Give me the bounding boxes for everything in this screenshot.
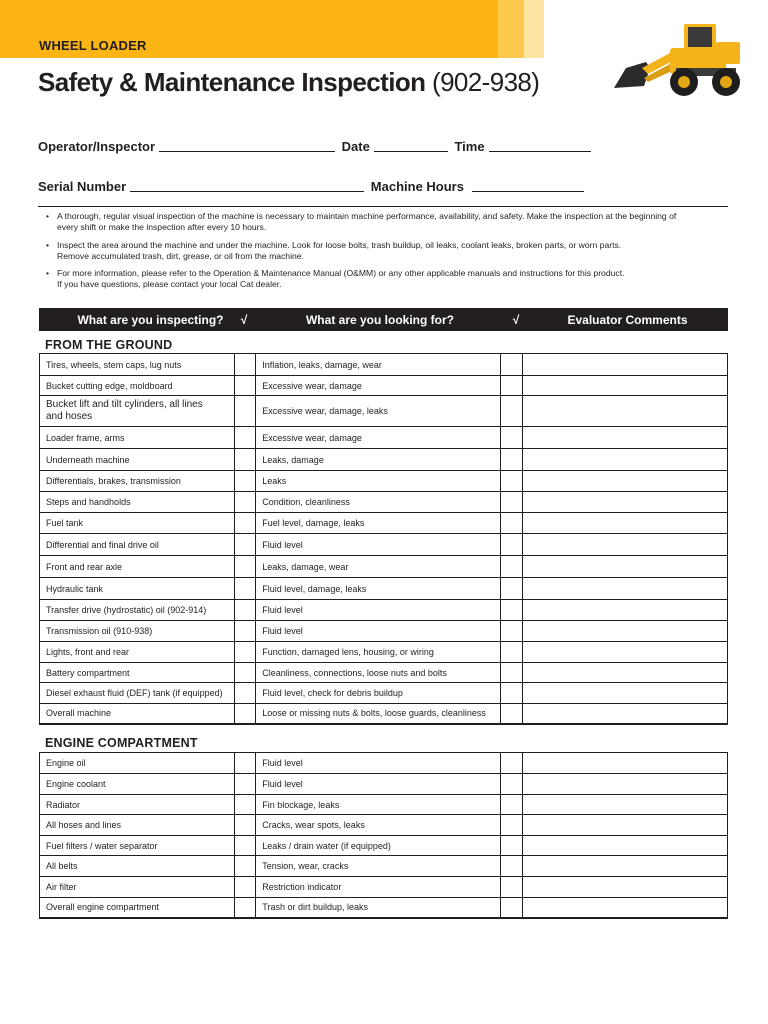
table-row [40, 621, 728, 642]
date-field[interactable] [374, 140, 448, 152]
checkbox-ok[interactable] [501, 354, 523, 376]
comment-field[interactable] [523, 877, 728, 898]
serial-number-field[interactable] [130, 180, 364, 192]
model-range: (902-938) [432, 67, 540, 97]
comment-field[interactable] [523, 704, 728, 724]
table-row [40, 795, 728, 815]
header-comments: Evaluator Comments [567, 313, 688, 327]
checkbox-inspected[interactable] [234, 354, 256, 376]
look-for-text: Excessive wear, damage [256, 427, 501, 449]
inspection-item: Battery compartment [40, 663, 235, 683]
comment-field[interactable] [523, 449, 728, 471]
table-row [40, 898, 728, 918]
inspection-item: Fuel tank [40, 513, 235, 534]
look-for-text: Fin blockage, leaks [256, 795, 501, 815]
look-for-text: Leaks, damage, wear [256, 556, 501, 578]
instruction-notes [44, 211, 724, 297]
checkbox-inspected[interactable] [234, 396, 256, 427]
inspection-item: Lights, front and rear [40, 642, 235, 663]
date-label: Date [341, 139, 370, 154]
table-row [40, 449, 728, 471]
look-for-text: Fluid level [256, 621, 501, 642]
checkbox-inspected[interactable] [234, 774, 256, 795]
operator-label: Operator/Inspector [38, 139, 156, 154]
look-for-text: Inflation, leaks, damage, wear [256, 354, 501, 376]
comment-field[interactable] [523, 856, 728, 877]
checkbox-inspected[interactable] [234, 704, 256, 724]
wheel-loader-image [612, 18, 744, 102]
checkbox-ok[interactable] [501, 492, 523, 513]
checkbox-ok[interactable] [501, 449, 523, 471]
inspection-item: Hydraulic tank [40, 578, 235, 600]
ground-inspection-table [39, 353, 728, 725]
look-for-text: Function, damaged lens, housing, or wiring [256, 642, 501, 663]
inspection-item: Overall machine [40, 704, 235, 724]
checkbox-inspected[interactable] [234, 753, 256, 774]
inspection-item: Transmission oil (910-938) [40, 621, 235, 642]
checkbox-inspected[interactable] [234, 642, 256, 663]
table-row [40, 642, 728, 663]
checkbox-ok[interactable] [501, 427, 523, 449]
checkbox-inspected[interactable] [234, 621, 256, 642]
checkbox-inspected[interactable] [234, 663, 256, 683]
document-category: WHEEL LOADER [39, 38, 147, 53]
inspection-item: Fuel filters / water separator [40, 836, 235, 856]
checkbox-ok[interactable] [501, 600, 523, 621]
note-line: For more information, please refer to the Operation & Maintenance Manual (O&MM) or any other applicable manuals and instructions for this product. [57, 268, 625, 279]
inspection-item: Air filter [40, 877, 235, 898]
comment-field[interactable] [523, 534, 728, 556]
checkbox-ok[interactable] [501, 396, 523, 427]
inspection-item: Engine oil [40, 753, 235, 774]
look-for-text: Restriction indicator [256, 877, 501, 898]
table-row [40, 376, 728, 396]
look-for-text: Excessive wear, damage [256, 376, 501, 396]
comment-field[interactable] [523, 683, 728, 704]
checkbox-inspected[interactable] [234, 877, 256, 898]
comment-field[interactable] [523, 815, 728, 836]
look-for-text: Leaks / drain water (if equipped) [256, 836, 501, 856]
comment-field[interactable] [523, 427, 728, 449]
header-band-stripe-light [524, 0, 544, 58]
look-for-text: Fluid level [256, 534, 501, 556]
bullet-marker: • [46, 239, 50, 250]
table-row [40, 600, 728, 621]
comment-field[interactable] [523, 492, 728, 513]
checkbox-inspected[interactable] [234, 513, 256, 534]
header-band-stripe [498, 0, 524, 58]
table-row [40, 513, 728, 534]
checkbox-inspected[interactable] [234, 471, 256, 492]
inspection-item: All hoses and lines [40, 815, 235, 836]
look-for-text: Condition, cleanliness [256, 492, 501, 513]
comment-field[interactable] [523, 396, 728, 427]
operator-field[interactable] [159, 140, 335, 152]
table-row [40, 877, 728, 898]
checkbox-inspected[interactable] [234, 376, 256, 396]
look-for-text: Loose or missing nuts & bolts, loose guards, cleanliness [256, 704, 501, 724]
time-label: Time [454, 139, 485, 154]
comment-field[interactable] [523, 471, 728, 492]
note-line: every shift or make the inspection after every 10 hours. [57, 222, 267, 233]
note-line: Inspect the area around the machine and under the machine. Look for loose bolts, trash buildup, oil leaks, coolant leaks, broken parts, or worn parts. [57, 239, 622, 250]
look-for-text: Cleanliness, connections, loose nuts and bolts [256, 663, 501, 683]
checkbox-inspected[interactable] [234, 856, 256, 877]
inspection-item: Tires, wheels, stem caps, lug nuts [40, 354, 235, 376]
bullet-marker: • [46, 268, 50, 279]
checkbox-ok[interactable] [501, 753, 523, 774]
comment-field[interactable] [523, 600, 728, 621]
inspection-item: Bucket lift and tilt cylinders, all lines and hoses [40, 396, 235, 427]
checkbox-inspected[interactable] [234, 492, 256, 513]
table-row [40, 471, 728, 492]
inspection-item: Underneath machine [40, 449, 235, 471]
comment-field[interactable] [523, 642, 728, 663]
table-row [40, 683, 728, 704]
note-item [44, 240, 724, 263]
table-row [40, 578, 728, 600]
divider [38, 206, 728, 207]
checkbox-ok[interactable] [501, 513, 523, 534]
note-item [44, 268, 724, 291]
checkbox-inspected[interactable] [234, 815, 256, 836]
table-row [40, 492, 728, 513]
checkbox-inspected[interactable] [234, 600, 256, 621]
checkbox-ok[interactable] [501, 856, 523, 877]
table-row [40, 856, 728, 877]
look-for-text: Fluid level [256, 600, 501, 621]
look-for-text: Excessive wear, damage, leaks [256, 396, 501, 427]
table-row [40, 534, 728, 556]
comment-field[interactable] [523, 621, 728, 642]
checkbox-inspected[interactable] [234, 898, 256, 918]
header-check-1: √ [240, 313, 248, 327]
comment-field[interactable] [523, 898, 728, 918]
checkbox-inspected[interactable] [234, 683, 256, 704]
comment-field[interactable] [523, 753, 728, 774]
inspection-item: Bucket cutting edge, moldboard [40, 376, 235, 396]
checkbox-inspected[interactable] [234, 449, 256, 471]
note-line: Remove accumulated trash, dirt, grease, or oil from the machine. [57, 250, 304, 261]
bullet-marker: • [46, 211, 50, 221]
checkbox-ok[interactable] [501, 683, 523, 704]
comment-field[interactable] [523, 556, 728, 578]
look-for-text: Cracks, wear spots, leaks [256, 815, 501, 836]
inspection-item: Radiator [40, 795, 235, 815]
comment-field[interactable] [523, 663, 728, 683]
comment-field[interactable] [523, 836, 728, 856]
note-line: A thorough, regular visual inspection of the machine is necessary to maintain machine performance, availability, and safety. Make the inspection at the beginning of [57, 211, 677, 221]
inspection-item: Transfer drive (hydrostatic) oil (902-914) [40, 600, 235, 621]
checkbox-ok[interactable] [501, 621, 523, 642]
checkbox-inspected[interactable] [234, 556, 256, 578]
section-title-engine: ENGINE COMPARTMENT [45, 736, 198, 750]
inspection-item: Loader frame, arms [40, 427, 235, 449]
time-field[interactable] [489, 140, 591, 152]
checkbox-ok[interactable] [501, 534, 523, 556]
table-row [40, 396, 728, 427]
checkbox-ok[interactable] [501, 898, 523, 918]
comment-field[interactable] [523, 774, 728, 795]
look-for-text: Fluid level [256, 753, 501, 774]
checkbox-ok[interactable] [501, 836, 523, 856]
table-row [40, 774, 728, 795]
checkbox-ok[interactable] [501, 815, 523, 836]
machine-hours-field[interactable] [472, 180, 584, 192]
machine-hours-label: Machine Hours [370, 179, 464, 194]
serial-hours-row [38, 179, 587, 194]
checkbox-inspected[interactable] [234, 836, 256, 856]
table-row [40, 815, 728, 836]
checkbox-ok[interactable] [501, 704, 523, 724]
table-row [40, 704, 728, 724]
look-for-text: Fuel level, damage, leaks [256, 513, 501, 534]
checkbox-inspected[interactable] [234, 534, 256, 556]
checkbox-ok[interactable] [501, 556, 523, 578]
checkbox-ok[interactable] [501, 642, 523, 663]
section-title-ground: FROM THE GROUND [45, 338, 173, 352]
look-for-text: Fluid level, check for debris buildup [256, 683, 501, 704]
inspection-item: Differential and final drive oil [40, 534, 235, 556]
checkbox-inspected[interactable] [234, 578, 256, 600]
checkbox-ok[interactable] [501, 578, 523, 600]
table-row [40, 354, 728, 376]
comment-field[interactable] [523, 376, 728, 396]
serial-number-label: Serial Number [38, 179, 127, 194]
inspection-item: Engine coolant [40, 774, 235, 795]
table-row [40, 556, 728, 578]
table-row [40, 663, 728, 683]
checkbox-ok[interactable] [501, 376, 523, 396]
inspection-item: Overall engine compartment [40, 898, 235, 918]
inspection-item: All belts [40, 856, 235, 877]
checkbox-ok[interactable] [501, 795, 523, 815]
look-for-text: Leaks, damage [256, 449, 501, 471]
checkbox-ok[interactable] [501, 663, 523, 683]
inspection-item: Steps and handholds [40, 492, 235, 513]
document-title [38, 67, 539, 98]
table-row [40, 427, 728, 449]
table-row [40, 836, 728, 856]
header-inspecting: What are you inspecting? [77, 313, 224, 327]
table-header-bar [39, 308, 728, 331]
note-line: If you have questions, please contact your local Cat dealer. [57, 279, 282, 290]
checkbox-inspected[interactable] [234, 795, 256, 815]
inspection-item: Diesel exhaust fluid (DEF) tank (if equipped) [40, 683, 235, 704]
operator-date-time-row [38, 139, 594, 154]
comment-field[interactable] [523, 513, 728, 534]
checkbox-ok[interactable] [501, 774, 523, 795]
note-item [44, 211, 724, 234]
engine-inspection-table [39, 752, 728, 919]
table-row [40, 753, 728, 774]
checkbox-inspected[interactable] [234, 427, 256, 449]
title-text: Safety & Maintenance Inspection [38, 67, 426, 97]
header-check-2: √ [512, 313, 520, 327]
look-for-text: Trash or dirt buildup, leaks [256, 898, 501, 918]
header-looking-for: What are you looking for? [305, 313, 454, 327]
comment-field[interactable] [523, 795, 728, 815]
look-for-text: Fluid level [256, 774, 501, 795]
comment-field[interactable] [523, 354, 728, 376]
checkbox-ok[interactable] [501, 471, 523, 492]
inspection-item: Differentials, brakes, transmission [40, 471, 235, 492]
look-for-text: Tension, wear, cracks [256, 856, 501, 877]
look-for-text: Leaks [256, 471, 501, 492]
inspection-item: Front and rear axle [40, 556, 235, 578]
comment-field[interactable] [523, 578, 728, 600]
look-for-text: Fluid level, damage, leaks [256, 578, 501, 600]
checkbox-ok[interactable] [501, 877, 523, 898]
